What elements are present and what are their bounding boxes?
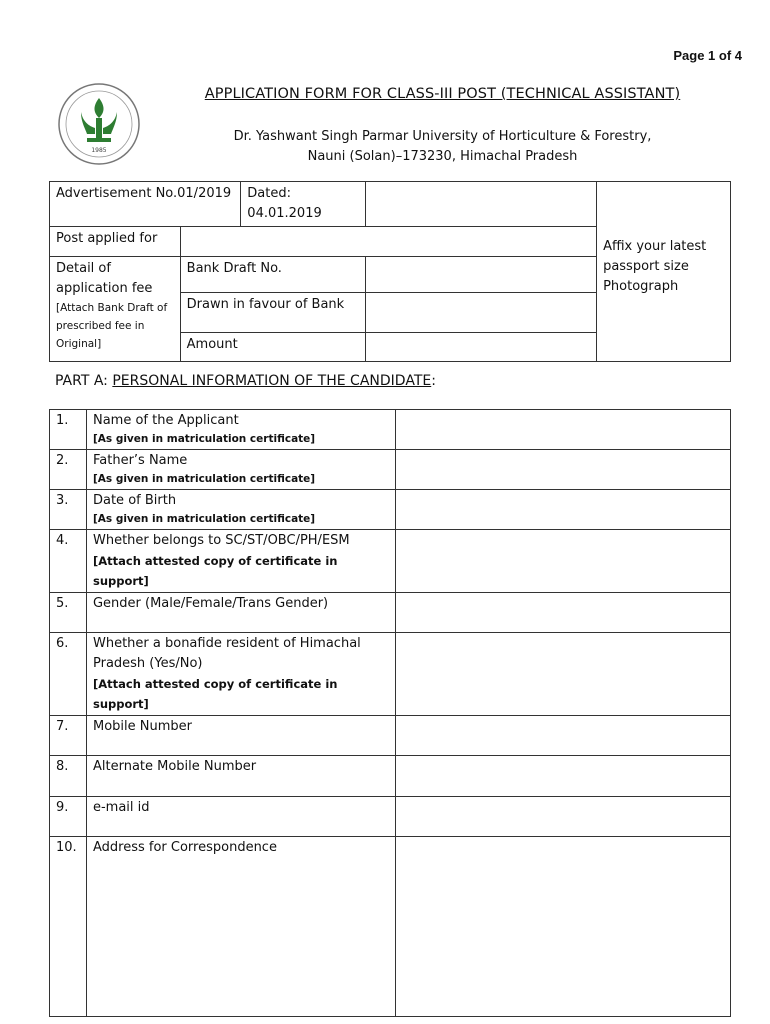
row-number: 3. bbox=[50, 490, 87, 530]
resident-field[interactable] bbox=[396, 633, 731, 716]
row-number: 10. bbox=[50, 837, 87, 1017]
row-label bbox=[86, 450, 395, 490]
advertisement-date: Dated: 04.01.2019 bbox=[241, 182, 365, 227]
row-label: Alternate Mobile Number bbox=[86, 756, 395, 797]
row-note: [Attach attested copy of certificate in support] bbox=[92, 677, 338, 711]
university-info bbox=[0, 127, 770, 167]
row-number: 7. bbox=[50, 716, 87, 756]
photo-box: Affix your latest passport size Photograph bbox=[597, 182, 731, 362]
row-label-text: Name of the Applicant bbox=[92, 413, 239, 428]
row-label: Gender (Male/Female/Trans Gender) bbox=[86, 593, 395, 633]
row-number: 2. bbox=[50, 450, 87, 490]
part-a-title: PERSONAL INFORMATION OF THE CANDIDATE bbox=[112, 373, 432, 389]
row-label bbox=[86, 490, 395, 530]
row-label-text: Date of Birth bbox=[92, 493, 177, 508]
row-number: 6. bbox=[50, 633, 87, 716]
row-number: 8. bbox=[50, 756, 87, 797]
personal-info-table bbox=[49, 409, 731, 1017]
row-label: Mobile Number bbox=[86, 716, 395, 756]
part-a-heading bbox=[55, 373, 436, 389]
row-label bbox=[86, 410, 395, 450]
part-a-suffix: : bbox=[431, 373, 436, 389]
row-label-text: Whether a bonafide resident of Himachal Pradesh (Yes/No) bbox=[92, 636, 361, 671]
post-applied-field[interactable] bbox=[180, 227, 596, 257]
bank-draft-field[interactable] bbox=[365, 257, 596, 293]
row-label: e-mail id bbox=[86, 797, 395, 837]
advertisement-table bbox=[49, 181, 731, 362]
advertisement-number: Advertisement No.01/2019 bbox=[50, 182, 241, 227]
category-field[interactable] bbox=[396, 530, 731, 593]
row-number: 4. bbox=[50, 530, 87, 593]
bank-draft-label: Bank Draft No. bbox=[180, 257, 365, 293]
row-note: [As given in matriculation certificate] bbox=[92, 513, 316, 525]
row-label: Address for Correspondence bbox=[86, 837, 395, 1017]
post-applied-label: Post applied for bbox=[50, 227, 181, 257]
alt-mobile-field[interactable] bbox=[396, 756, 731, 797]
father-name-field[interactable] bbox=[396, 450, 731, 490]
fee-detail-label bbox=[50, 257, 181, 362]
row-label-text: Father’s Name bbox=[92, 453, 188, 468]
dob-field[interactable] bbox=[396, 490, 731, 530]
amount-field[interactable] bbox=[365, 333, 596, 362]
university-address: Nauni (Solan)–173230, Himachal Pradesh bbox=[307, 149, 578, 164]
drawn-favour-field[interactable] bbox=[365, 293, 596, 333]
row-number: 9. bbox=[50, 797, 87, 837]
row-label bbox=[86, 530, 395, 593]
fee-note: [Attach Bank Draft of prescribed fee in Original] bbox=[56, 302, 168, 350]
form-title: APPLICATION FORM FOR CLASS-III POST (TECHNICAL ASSISTANT) bbox=[204, 86, 681, 102]
row-number: 5. bbox=[50, 593, 87, 633]
advertisement-blank bbox=[365, 182, 596, 227]
row-number: 1. bbox=[50, 410, 87, 450]
row-label bbox=[86, 633, 395, 716]
gender-field[interactable] bbox=[396, 593, 731, 633]
row-note: [As given in matriculation certificate] bbox=[92, 473, 316, 485]
row-note: [As given in matriculation certificate] bbox=[92, 433, 316, 445]
applicant-name-field[interactable] bbox=[396, 410, 731, 450]
mobile-field[interactable] bbox=[396, 716, 731, 756]
amount-label: Amount bbox=[180, 333, 365, 362]
drawn-favour-label: Drawn in favour of Bank bbox=[180, 293, 365, 333]
row-note: [Attach attested copy of certificate in support] bbox=[92, 554, 338, 588]
row-label-text: Whether belongs to SC/ST/OBC/PH/ESM bbox=[92, 533, 350, 548]
part-a-prefix: PART A: bbox=[55, 373, 113, 389]
page-number: Page 1 of 4 bbox=[673, 48, 742, 63]
email-field[interactable] bbox=[396, 797, 731, 837]
fee-title: Detail of application fee bbox=[56, 261, 153, 296]
university-name: Dr. Yashwant Singh Parmar University of Horticulture & Forestry, bbox=[233, 129, 652, 144]
address-field[interactable] bbox=[396, 837, 731, 1017]
logo-year: 1985 bbox=[91, 147, 107, 154]
